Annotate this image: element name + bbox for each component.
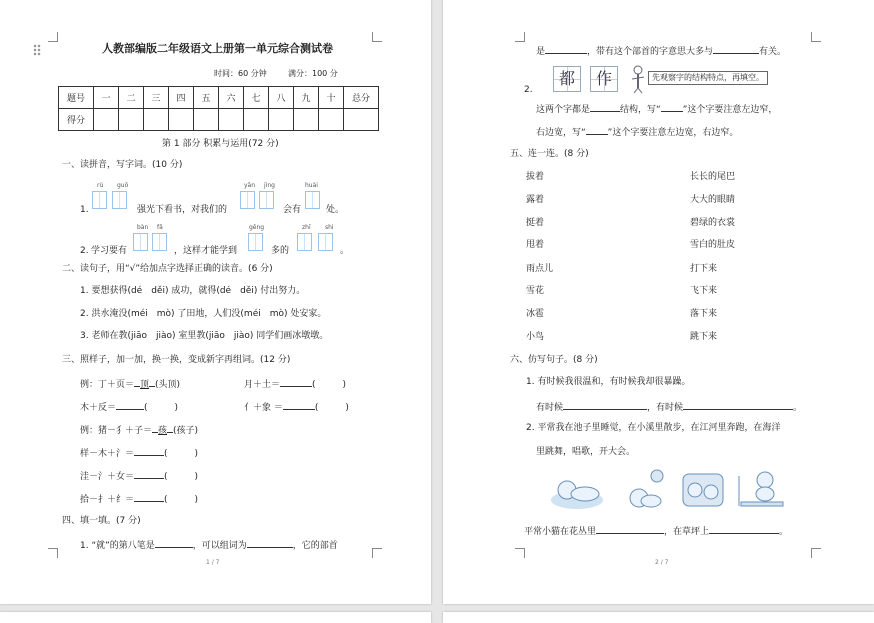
crop-mark	[48, 548, 58, 558]
p2-item-num: 2.	[524, 85, 533, 95]
q3-example	[80, 423, 198, 437]
score-cell[interactable]	[269, 109, 294, 131]
answer-blank[interactable]	[590, 102, 620, 112]
q2-item: 3. 老师在教(jiāo jiào) 室里教(jiāo jiào) 同学们画冰墩墩。	[80, 331, 329, 341]
answer-blank[interactable]	[247, 538, 293, 548]
p2-text: ，在草坪上	[664, 527, 710, 537]
q1-line2-text: 。	[340, 246, 350, 256]
q4-text: ，可以组词为	[192, 541, 247, 551]
q3-text: 拾－扌＋纟＝	[80, 495, 135, 505]
q3-text: 洼－氵＋女＝	[80, 472, 135, 482]
answer-box[interactable]	[318, 233, 333, 251]
q3-item	[80, 492, 198, 506]
crop-mark	[372, 32, 382, 42]
answer-box[interactable]	[112, 191, 127, 209]
q2-title: 二、读句子，用“√”给加点字选择正确的读音。(6 分)	[62, 264, 273, 274]
table-cell: 八	[269, 87, 294, 109]
q3-paren: ( )	[164, 472, 199, 482]
p2-text: 。	[793, 403, 803, 413]
document-page-1	[0, 0, 431, 604]
q4-title: 四、填一填。(7 分)	[62, 516, 141, 526]
crop-mark	[811, 32, 821, 42]
q3-paren: ( )	[144, 403, 179, 413]
answer-blank[interactable]	[134, 469, 164, 479]
table-cell: 四	[169, 87, 194, 109]
char-box-zuo: 作	[590, 66, 618, 92]
score-cell[interactable]	[344, 109, 379, 131]
answer-box[interactable]	[240, 191, 255, 209]
p2-line	[536, 102, 777, 116]
table-cell: 得分	[59, 109, 94, 131]
q3-text: 样－木＋氵＝	[80, 449, 135, 459]
char-box-du: 都	[553, 66, 581, 92]
q3-text: 木＋反＝	[80, 403, 117, 413]
answer-box[interactable]	[152, 233, 167, 251]
q3-text: 例：猪－犭＋子＝	[80, 426, 153, 436]
pinyin: yān	[244, 182, 256, 189]
score-table-score-row	[59, 109, 379, 131]
match-right-item[interactable]: 落下来	[690, 309, 718, 319]
q1-line2-text: ，这样才能学到	[174, 246, 238, 256]
q3-paren: ( )	[164, 449, 199, 459]
pinyin: fǎ	[157, 224, 163, 231]
match-left-item[interactable]: 甩着	[526, 240, 545, 250]
table-cell: 六	[219, 87, 244, 109]
q1-line1-text: 会有	[283, 205, 302, 215]
table-cell: 二	[119, 87, 144, 109]
q2-item: 1. 要想获得(dé děi) 成功，就得(dé děi) 付出努力。	[80, 286, 306, 296]
score-cell[interactable]	[144, 109, 169, 131]
page-title: 人教部编版二年级语文上册第一单元综合测试卷	[102, 42, 333, 55]
p2-text: ”这个字要注意左边宽，右边窄。	[607, 128, 739, 138]
crop-mark	[515, 548, 525, 558]
q3-paren: ( )	[164, 495, 199, 505]
pinyin: bàn	[137, 224, 149, 231]
score-table-header-row	[59, 87, 379, 109]
match-left-item[interactable]: 露着	[526, 195, 545, 205]
pinyin: guō	[117, 182, 129, 189]
q1-line2-text: 学习要有	[91, 246, 128, 256]
score-cell[interactable]	[244, 109, 269, 131]
document-page-3-edge	[0, 612, 431, 623]
answer-blank[interactable]	[134, 492, 164, 502]
p2-text: 是	[536, 47, 546, 57]
answer-blank[interactable]	[596, 524, 664, 534]
p2-text: 有关。	[759, 47, 787, 57]
q4-line	[80, 538, 338, 552]
score-cell[interactable]	[119, 109, 144, 131]
cat-illustration	[545, 466, 795, 514]
score-cell[interactable]	[94, 109, 119, 131]
q1-line2-text: 多的	[271, 246, 290, 256]
part-title: 第 1 部分 积累与运用(72 分)	[162, 139, 279, 149]
q2-item: 2. 洪水淹没(méi mò) 了田地，人们没(méi mò) 处安家。	[80, 309, 327, 319]
q3-item	[80, 446, 198, 460]
answer-blank[interactable]	[155, 538, 193, 548]
q1-line1-text: 处。	[326, 205, 345, 215]
score-cell[interactable]	[294, 109, 319, 131]
q3-text: 例：丁＋页＝	[80, 380, 135, 390]
answer-blank[interactable]	[280, 377, 312, 387]
q1-title: 一、读拼音，写字词。(10 分)	[62, 160, 183, 170]
match-right-item[interactable]: 飞下来	[690, 286, 718, 296]
match-left-item[interactable]: 冰雹	[526, 309, 545, 319]
answer-box[interactable]	[305, 191, 320, 209]
q1-line1-num: 1.	[80, 205, 89, 215]
q3-title: 三、照样子，加一加，换一换，变成新字再组词。(12 分)	[62, 355, 291, 365]
score-cell[interactable]	[219, 109, 244, 131]
table-cell: 三	[144, 87, 169, 109]
answer-blank[interactable]	[709, 524, 779, 534]
match-right-item[interactable]: 雪白的肚皮	[690, 240, 736, 250]
hint-callout: 先观察字的结构特点，再填空。	[648, 71, 768, 85]
q3-text: (孩子)	[173, 426, 199, 436]
p2-text: 有时候	[536, 403, 564, 413]
time-label: 时间：60 分钟	[214, 69, 267, 78]
table-cell: 七	[244, 87, 269, 109]
crop-mark	[811, 548, 821, 558]
match-left-item[interactable]: 雪花	[526, 286, 545, 296]
crop-mark	[48, 32, 58, 42]
q6-title: 六、仿写句子。(8 分)	[510, 355, 598, 365]
score-cell[interactable]	[319, 109, 344, 131]
table-cell: 题号	[59, 87, 94, 109]
match-left-item[interactable]: 小鸟	[526, 332, 545, 342]
p2-top-line	[536, 44, 786, 58]
q3-text: (头顶)	[155, 380, 181, 390]
pencil-character-icon	[628, 64, 648, 94]
q3-answer: 顶	[140, 380, 150, 390]
answer-box[interactable]	[92, 191, 107, 209]
pinyin: huài	[305, 182, 318, 189]
match-left-item[interactable]: 拔着	[526, 172, 545, 182]
answer-blank[interactable]	[545, 44, 587, 54]
p2-text: 右边宽，写“	[536, 128, 586, 138]
q3-item	[80, 400, 178, 414]
p2-text: 。	[779, 527, 789, 537]
answer-blank[interactable]	[283, 400, 315, 410]
q3-item	[244, 377, 346, 391]
score-label: 满分：100 分	[288, 69, 338, 78]
table-cell: 九	[294, 87, 319, 109]
drag-handle-icon[interactable]	[33, 44, 41, 56]
q5-title: 五、连一连。(8 分)	[510, 149, 589, 159]
answer-box[interactable]	[259, 191, 274, 209]
pinyin: shi	[325, 224, 334, 231]
p2-text: ”这个字要注意左边窄，	[682, 105, 778, 115]
p2-text: ，有时候	[647, 403, 684, 413]
p2-text: 结构，写“	[620, 105, 661, 115]
match-left-item[interactable]: 挺着	[526, 218, 545, 228]
answer-blank[interactable]	[116, 400, 144, 410]
score-cell[interactable]	[169, 109, 194, 131]
pinyin: gēng	[249, 224, 265, 231]
q6-item: 1. 有时候我很温和，有时候我却很暴躁。	[526, 377, 691, 387]
q6-answer-line	[524, 524, 788, 538]
q3-example	[80, 377, 180, 391]
answer-blank[interactable]	[683, 400, 793, 410]
answer-box[interactable]	[133, 233, 148, 251]
crop-mark	[372, 548, 382, 558]
score-cell[interactable]	[194, 109, 219, 131]
match-right-item[interactable]: 跳下来	[690, 332, 718, 342]
answer-box[interactable]	[297, 233, 312, 251]
q3-item	[244, 400, 349, 414]
q6-item: 2. 平常我在池子里睡觉，在小溪里散步，在江河里奔跑，在海洋	[526, 423, 781, 433]
q3-text: 亻＋象 ＝	[244, 403, 283, 413]
answer-blank[interactable]	[713, 44, 759, 54]
pinyin: rù	[97, 182, 104, 189]
table-cell: 五	[194, 87, 219, 109]
answer-box[interactable]	[248, 233, 263, 251]
q3-answer: 孩	[158, 426, 168, 436]
score-table	[58, 86, 379, 131]
q1-line2-num: 2.	[80, 246, 89, 256]
pinyin: jìng	[264, 182, 275, 189]
q4-text: ，它的部首	[292, 541, 338, 551]
p2-text: 这两个字都是	[536, 105, 591, 115]
answer-blank[interactable]	[586, 125, 608, 135]
q3-item	[80, 469, 198, 483]
pinyin: zhī	[302, 224, 311, 231]
match-right-item[interactable]: 碧绿的衣裳	[690, 218, 736, 228]
p2-line	[536, 125, 738, 139]
q6-answer-line	[536, 400, 802, 414]
answer-blank[interactable]	[134, 446, 164, 456]
q4-text: 1. “就”的第八笔是	[80, 541, 155, 551]
p2-text: 平常小猫在花丛里	[524, 527, 597, 537]
match-right-item[interactable]: 大大的眼睛	[690, 195, 736, 205]
page-number: 1 / 7	[206, 559, 220, 566]
q3-paren: ( )	[314, 403, 349, 413]
answer-blank[interactable]	[661, 102, 683, 112]
q1-line1-text: 强光下看书，对我们的	[137, 205, 228, 215]
document-page-4-edge	[443, 612, 874, 623]
match-left-item[interactable]: 雨点儿	[526, 264, 554, 274]
match-right-item[interactable]: 打下来	[690, 264, 718, 274]
p2-text: ，带有这个部首的字意思大多与	[587, 47, 714, 57]
q6-item-cont: 里跳舞，唱歌，开大会。	[536, 447, 636, 457]
table-cell: 一	[94, 87, 119, 109]
q3-text: 月＋土＝	[244, 380, 281, 390]
table-cell: 总分	[344, 87, 379, 109]
q3-paren: ( )	[312, 380, 347, 390]
table-cell: 十	[319, 87, 344, 109]
answer-blank[interactable]	[563, 400, 647, 410]
match-right-item[interactable]: 长长的尾巴	[690, 172, 736, 182]
crop-mark	[515, 32, 525, 42]
page-number: 2 / 7	[655, 559, 669, 566]
